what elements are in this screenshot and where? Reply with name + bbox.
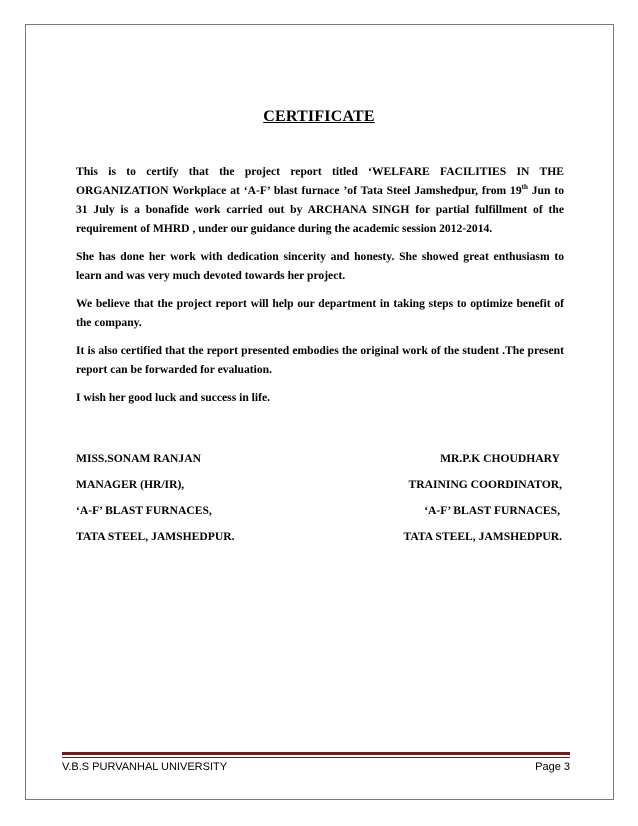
- footer-rule-thin: [62, 757, 570, 758]
- ordinal-superscript: th: [521, 183, 528, 191]
- signatory-left-designation: MANAGER (HR/IR),: [76, 478, 185, 491]
- footer-university: V.B.S PURVANHAL UNIVERSITY: [62, 761, 228, 773]
- certificate-body: [76, 162, 564, 416]
- footer-page-number: Page 3: [535, 761, 570, 773]
- signatory-left-location: TATA STEEL, JAMSHEDPUR.: [76, 530, 235, 543]
- footer-rule: [62, 752, 570, 755]
- signatory-right: [404, 446, 562, 550]
- signatory-right-designation: TRAINING COORDINATOR,: [408, 478, 562, 491]
- paragraph-good-wishes: I wish her good luck and success in life.: [76, 391, 271, 404]
- signatory-left: [76, 446, 234, 550]
- signatory-right-department: ‘A-F’ BLAST FURNACES,: [424, 504, 560, 517]
- certificate-title: CERTIFICATE: [263, 108, 375, 125]
- paragraph-benefit: We believe that the project report will help our department in taking steps to optimize benefit of the company.: [76, 297, 564, 329]
- signatory-left-department: ‘A-F’ BLAST FURNACES,: [76, 504, 212, 517]
- signatory-left-name: MISS.SONAM RANJAN: [76, 452, 201, 465]
- paragraph-certification-part2: Jun to 31 July is a bonafide work carried out by ARCHANA SINGH for partial fulfillment of the requirement of MHRD , under our guidance during the academic session 2012-2014.: [76, 184, 564, 235]
- paragraph-certification-part1: This is to certify that the project report titled ‘WELFARE FACILITIES IN THE ORGANIZATION Workplace at ‘A-F’ blast furnace ’of Tata Steel Jamshedpur, from 19: [76, 165, 564, 197]
- signatory-right-name: MR.P.K CHOUDHARY: [440, 452, 560, 465]
- paragraph-original-work: It is also certified that the report presented embodies the original work of the student .The present report can be forwarded for evaluation.: [76, 344, 564, 376]
- paragraph-dedication: She has done her work with dedication sincerity and honesty. She showed great enthusiasm to learn and was very much devoted towards her project.: [76, 250, 564, 282]
- paragraph-certification: [76, 162, 564, 238]
- signatory-right-location: TATA STEEL, JAMSHEDPUR.: [403, 530, 562, 543]
